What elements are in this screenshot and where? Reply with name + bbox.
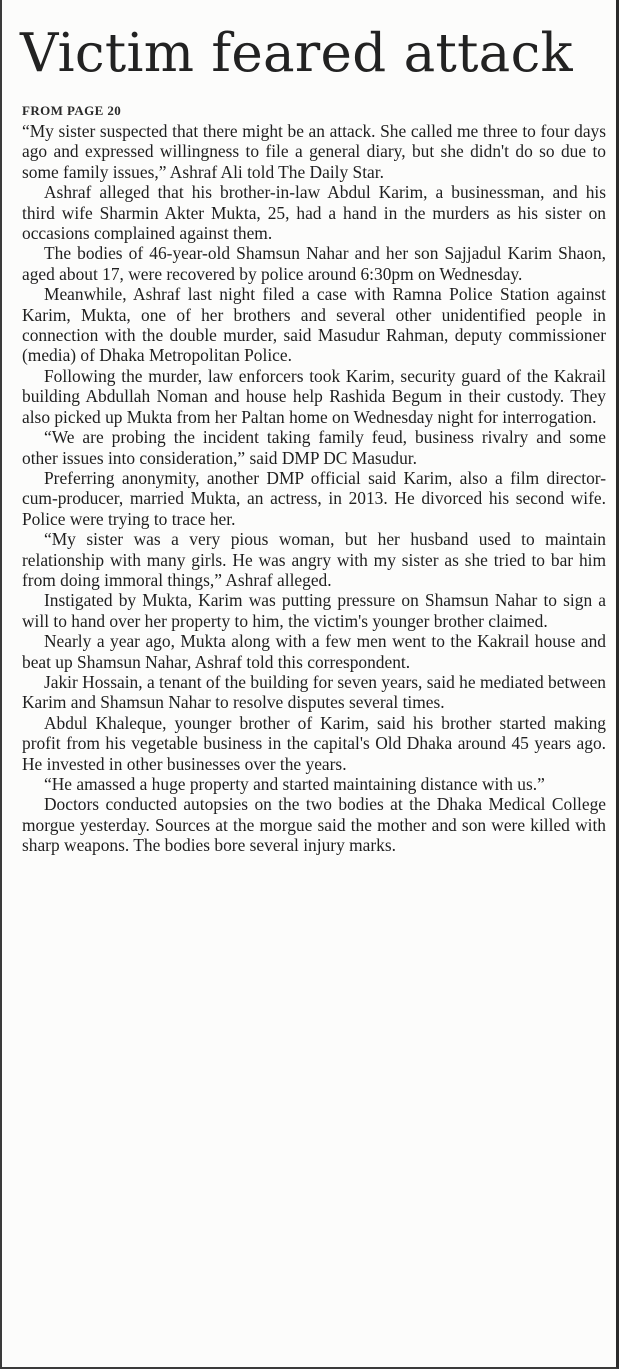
- paragraph-12: Abdul Khaleque, younger brother of Karim, said his brother started making profit from his vegetable business in the capital's Old Dhaka around 45 years ago. He invested in other businesses over the years.: [22, 712, 606, 774]
- jump-line: FROM PAGE 20: [22, 103, 122, 118]
- paragraph-14: Doctors conducted autopsies on the two bodies at the Dhaka Medical College morgue yesterday. Sources at the morgue said the mother and son were killed with sharp weapons. The bodies bore several injury marks.: [22, 794, 606, 856]
- article-body: [22, 121, 606, 856]
- paragraph-7: Preferring anonymity, another DMP official said Karim, also a film director-cum-producer, married Mukta, an actress, in 2013. He divorced his second wife. Police were trying to trace her.: [22, 467, 606, 529]
- paragraph-11: Jakir Hossain, a tenant of the building for seven years, said he mediated between Karim and Shamsun Nahar to resolve disputes several times.: [22, 671, 606, 713]
- paragraph-10: Nearly a year ago, Mukta along with a few men went to the Kakrail house and beat up Shamsun Nahar, Ashraf told this correspondent.: [22, 631, 606, 672]
- paragraph-2: Ashraf alleged that his brother-in-law Abdul Karim, a businessman, and his third wife Sharmin Akter Mukta, 25, had a hand in the murders as his sister on occasions complained against them.: [22, 182, 606, 244]
- paragraph-1: “My sister suspected that there might be an attack. She called me three to four days ago and expressed willingness to file a general diary, but she didn't do so due to some family issues,” Ashraf Ali told The Daily Star.: [22, 121, 606, 182]
- paragraph-8: “My sister was a very pious woman, but her husband used to maintain relationship with many girls. He was angry with my sister as she tried to bar him from doing immoral things,” Ashraf alleged.: [22, 529, 606, 590]
- paragraph-6: “We are probing the incident taking family feud, business rivalry and some other issues into consideration,” said DMP DC Masudur.: [22, 427, 606, 468]
- article-headline: Victim feared attack: [20, 23, 573, 84]
- paragraph-5: Following the murder, law enforcers took Karim, security guard of the Kakrail building Abdullah Noman and house help Rashida Begum in their custody. They also picked up Mukta from her Paltan home on Wednesday night for interrogation.: [22, 365, 606, 427]
- paragraph-9: Instigated by Mukta, Karim was putting pressure on Shamsun Nahar to sign a will to hand over her property to him, the victim's younger brother claimed.: [22, 590, 606, 631]
- paragraph-4: Meanwhile, Ashraf last night filed a case with Ramna Police Station against Karim, Mukta, one of her brothers and several other unidentified people in connection with the double murder, said Masudur Rahman, deputy commissioner (media) of Dhaka Metropolitan Police.: [22, 284, 606, 366]
- paragraph-3: The bodies of 46-year-old Shamsun Nahar and her son Sajjadul Karim Shaon, aged about 17, were recovered by police around 6:30pm on Wednesday.: [22, 243, 606, 284]
- paragraph-13: “He amassed a huge property and started maintaining distance with us.”: [44, 774, 545, 794]
